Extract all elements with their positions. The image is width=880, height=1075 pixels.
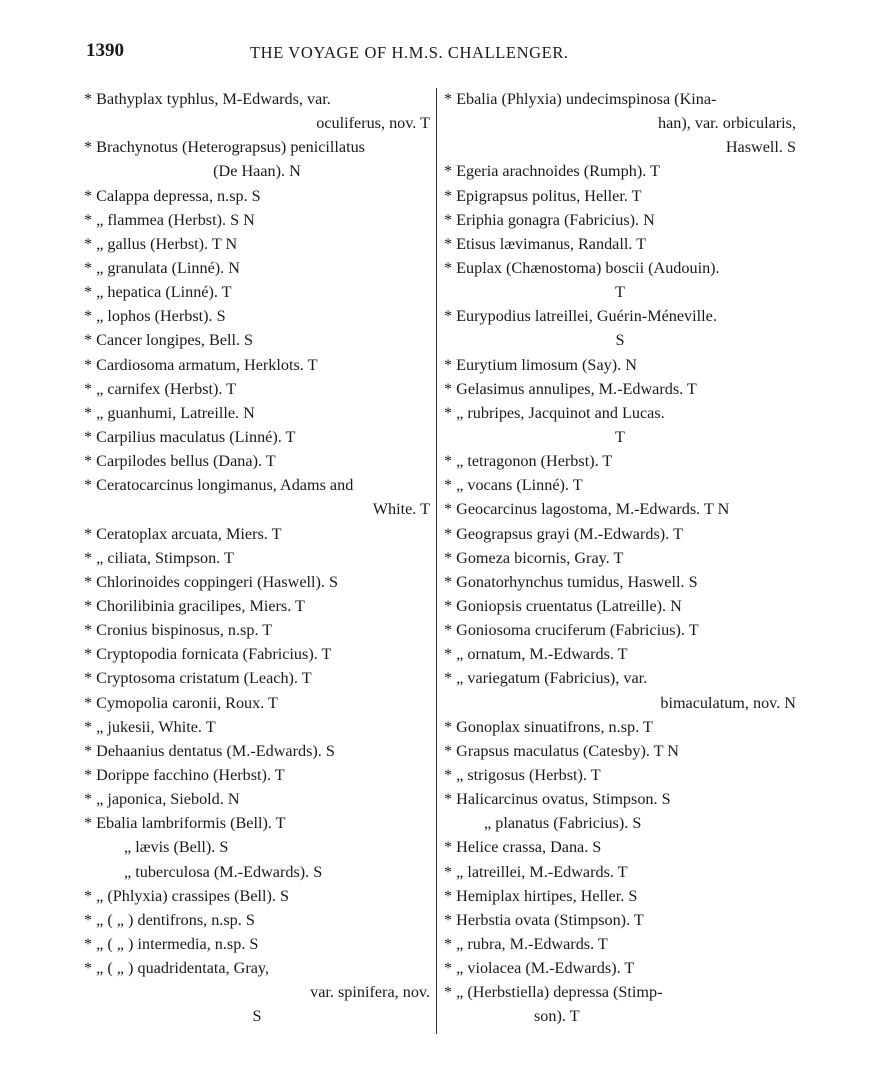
entry-text: * Ceratoplax arcuata, Miers. T: [84, 524, 282, 543]
running-title: THE VOYAGE OF H.M.S. CHALLENGER.: [250, 43, 569, 62]
entry-text: bimaculatum, nov. N: [660, 693, 796, 712]
left-entry-line: [84, 570, 430, 594]
right-entry-line: [444, 739, 796, 763]
entry-text: S: [615, 331, 625, 350]
entry-text: „ lævis (Bell). S: [124, 838, 229, 857]
entry-text: * Herbstia ovata (Stimpson). T: [444, 910, 644, 929]
right-entry-line: [444, 715, 796, 739]
right-entry-line: [444, 835, 796, 859]
entry-text: * Chorilibinia gracilipes, Miers. T: [84, 596, 305, 615]
entry-text: „ planatus (Fabricius). S: [484, 814, 642, 833]
entry-text: * „ granulata (Linné). N: [84, 258, 240, 277]
entry-text: * „ (Phlyxia) crassipes (Bell). S: [84, 886, 289, 905]
right-entry-line: [444, 353, 796, 377]
right-entry-line: [444, 884, 796, 908]
left-entry-line: [84, 111, 430, 135]
left-entry-line: [84, 739, 430, 763]
right-entry-line: [444, 956, 796, 980]
right-entry-line: [444, 980, 796, 1004]
entry-text: * Goniosoma cruciferum (Fabricius). T: [444, 621, 699, 640]
left-entry-line: [84, 932, 430, 956]
entry-text: „ tuberculosa (M.-Edwards). S: [124, 862, 323, 881]
left-entry-line: [84, 208, 430, 232]
right-entry-line: [444, 377, 796, 401]
entry-text: * „ flammea (Herbst). S N: [84, 210, 255, 229]
entry-text: * Goniopsis cruentatus (Latreille). N: [444, 596, 682, 615]
right-column: [444, 87, 796, 1028]
entry-text: * Cardiosoma armatum, Herklots. T: [84, 355, 318, 374]
entry-text: * Eurytium limosum (Say). N: [444, 355, 637, 374]
entry-text: * Carpilius maculatus (Linné). T: [84, 427, 296, 446]
right-entry-line: [444, 787, 796, 811]
left-entry-line: [84, 377, 430, 401]
left-entry-line: [84, 280, 430, 304]
entry-text: * Chlorinoides coppingeri (Haswell). S: [84, 572, 339, 591]
left-entry-line: [84, 546, 430, 570]
entry-text: * Cancer longipes, Bell. S: [84, 331, 254, 350]
entry-text: * „ japonica, Siebold. N: [84, 790, 240, 809]
entry-text: var. spinifera, nov.: [310, 983, 430, 1002]
right-entry-line: [444, 232, 796, 256]
entry-text: * Ebalia lambriformis (Bell). T: [84, 814, 286, 833]
entry-text: * Halicarcinus ovatus, Stimpson. S: [444, 790, 671, 809]
entry-text: Haswell. S: [725, 138, 796, 157]
entry-text: * Cymopolia caronii, Roux. T: [84, 693, 278, 712]
right-entry-line: [444, 691, 796, 715]
right-entry-line: [444, 642, 796, 666]
entry-text: * Calappa depressa, n.sp. S: [84, 186, 261, 205]
left-entry-line: [84, 835, 430, 859]
left-entry-line: [84, 135, 430, 159]
left-entry-line: [84, 811, 430, 835]
entry-text: * Ebalia (Phlyxia) undecimspinosa (Kina-: [444, 90, 717, 108]
right-entry-line: [444, 208, 796, 232]
right-entry-line: [444, 763, 796, 787]
right-entry-line: [444, 666, 796, 690]
entry-text: * Grapsus maculatus (Catesby). T N: [444, 741, 679, 760]
entry-text: * Egeria arachnoides (Rumph). T: [444, 162, 660, 181]
left-entry-line: [84, 449, 430, 473]
left-entry-line: [84, 256, 430, 280]
right-entry-line: [444, 860, 796, 884]
right-entry-line: [444, 594, 796, 618]
entry-text: * „ carnifex (Herbst). T: [84, 379, 237, 398]
right-entry-line: [444, 908, 796, 932]
right-entry-line: [444, 328, 796, 352]
left-entry-line: [84, 787, 430, 811]
entry-text: * Helice crassa, Dana. S: [444, 838, 602, 857]
page-number: 1390: [86, 40, 124, 61]
left-entry-line: [84, 763, 430, 787]
entry-text: * „ vocans (Linné). T: [444, 476, 583, 495]
entry-text: * Brachynotus (Heterograpsus) penicillatus: [84, 138, 365, 157]
right-entry-line: [444, 184, 796, 208]
left-entry-line: [84, 908, 430, 932]
entry-text: * „ lophos (Herbst). S: [84, 307, 226, 326]
entry-text: * „ ciliata, Stimpson. T: [84, 548, 234, 567]
left-entry-line: [84, 860, 430, 884]
entry-text: * Gonatorhynchus tumidus, Haswell. S: [444, 572, 698, 591]
entry-text: * Eurypodius latreillei, Guérin-Méneville.: [444, 307, 717, 326]
left-entry-line: [84, 715, 430, 739]
entry-text: * Hemiplax hirtipes, Heller. S: [444, 886, 638, 905]
left-entry-line: [84, 980, 430, 1004]
entry-text: * „ guanhumi, Latreille. N: [84, 403, 255, 422]
left-entry-line: [84, 691, 430, 715]
entry-text: * „ hepatica (Linné). T: [84, 283, 232, 302]
left-entry-line: [84, 232, 430, 256]
entry-text: * Carpilodes bellus (Dana). T: [84, 452, 276, 471]
entry-text: * Epigrapsus politus, Heller. T: [444, 186, 642, 205]
right-entry-line: [444, 497, 796, 521]
entry-text: * Cryptopodia fornicata (Fabricius). T: [84, 645, 332, 664]
left-entry-line: [84, 1004, 430, 1028]
entry-text: * „ gallus (Herbst). T N: [84, 234, 238, 253]
right-entry-line: [444, 304, 796, 328]
entry-text: * Gomeza bicornis, Gray. T: [444, 548, 624, 567]
entry-text: (De Haan). N: [213, 162, 301, 181]
entry-text: * Gelasimus annulipes, M.-Edwards. T: [444, 379, 697, 398]
entry-text: * Etisus lævimanus, Randall. T: [444, 234, 647, 253]
right-entry-line: [444, 280, 796, 304]
entry-text: * „ rubra, M.-Edwards. T: [444, 934, 608, 953]
entry-text: * Cronius bispinosus, n.sp. T: [84, 621, 273, 640]
right-entry-line: [444, 522, 796, 546]
left-entry-line: [84, 594, 430, 618]
entry-text: * Dehaanius dentatus (M.-Edwards). S: [84, 741, 335, 760]
left-entry-line: [84, 353, 430, 377]
entry-text: * Euplax (Chænostoma) boscii (Audouin).: [444, 258, 720, 277]
entry-text: T: [615, 283, 625, 302]
left-entry-line: [84, 666, 430, 690]
left-column: [84, 87, 430, 1028]
left-entry-line: [84, 159, 430, 183]
entry-text: * „ ( „ ) quadridentata, Gray,: [84, 959, 270, 978]
entry-text: han), var. orbicularis,: [658, 114, 796, 133]
entry-text: * „ tetragonon (Herbst). T: [444, 452, 613, 471]
entry-text: * Ceratocarcinus longimanus, Adams and: [84, 476, 354, 495]
entry-text: * „ variegatum (Fabricius), var.: [444, 669, 648, 688]
column-divider: [436, 88, 437, 1034]
right-entry-line: [444, 401, 796, 425]
entry-text: oculiferus, nov. T: [316, 114, 430, 133]
right-entry-line: [444, 546, 796, 570]
right-entry-line: [444, 618, 796, 642]
left-entry-line: [84, 497, 430, 521]
left-entry-line: [84, 304, 430, 328]
entry-text: * „ latreillei, M.-Edwards. T: [444, 862, 628, 881]
left-entry-line: [84, 184, 430, 208]
left-entry-line: [84, 425, 430, 449]
left-entry-line: [84, 473, 430, 497]
entry-text: * „ ( „ ) intermedia, n.sp. S: [84, 934, 259, 953]
entry-text: White. T: [372, 500, 430, 519]
entry-text: T: [615, 427, 625, 446]
left-entry-line: [84, 87, 430, 111]
entry-text: * Gonoplax sinuatifrons, n.sp. T: [444, 717, 653, 736]
right-entry-line: [444, 811, 796, 835]
left-entry-line: [84, 401, 430, 425]
entry-text: * Bathyplax typhlus, M-Edwards, var.: [84, 90, 331, 108]
right-entry-line: [444, 256, 796, 280]
right-entry-line: [444, 473, 796, 497]
left-entry-line: [84, 618, 430, 642]
left-entry-line: [84, 328, 430, 352]
left-entry-line: [84, 956, 430, 980]
entry-text: son). T: [534, 1007, 580, 1026]
entry-text: * „ ( „ ) dentifrons, n.sp. S: [84, 910, 255, 929]
entry-text: S: [252, 1007, 262, 1026]
right-entry-line: [444, 570, 796, 594]
entry-text: * „ (Herbstiella) depressa (Stimp-: [444, 983, 663, 1002]
entry-text: * Geocarcinus lagostoma, M.-Edwards. T N: [444, 500, 730, 519]
left-entry-line: [84, 522, 430, 546]
left-entry-line: [84, 884, 430, 908]
entry-text: * „ violacea (M.-Edwards). T: [444, 959, 635, 978]
entry-text: * Dorippe facchino (Herbst). T: [84, 765, 285, 784]
right-entry-line: [444, 932, 796, 956]
right-entry-line: [444, 1004, 796, 1028]
right-entry-line: [444, 135, 796, 159]
entry-text: * „ jukesii, White. T: [84, 717, 216, 736]
entry-text: * „ ornatum, M.-Edwards. T: [444, 645, 628, 664]
right-entry-line: [444, 159, 796, 183]
right-entry-line: [444, 449, 796, 473]
entry-text: * Geograpsus grayi (M.-Edwards). T: [444, 524, 683, 543]
left-entry-line: [84, 642, 430, 666]
right-entry-line: [444, 111, 796, 135]
right-entry-line: [444, 425, 796, 449]
entry-text: * „ strigosus (Herbst). T: [444, 765, 601, 784]
right-entry-line: [444, 87, 796, 111]
entry-text: * Eriphia gonagra (Fabricius). N: [444, 210, 655, 229]
entry-text: * Cryptosoma cristatum (Leach). T: [84, 669, 312, 688]
entry-text: * „ rubripes, Jacquinot and Lucas.: [444, 403, 665, 422]
